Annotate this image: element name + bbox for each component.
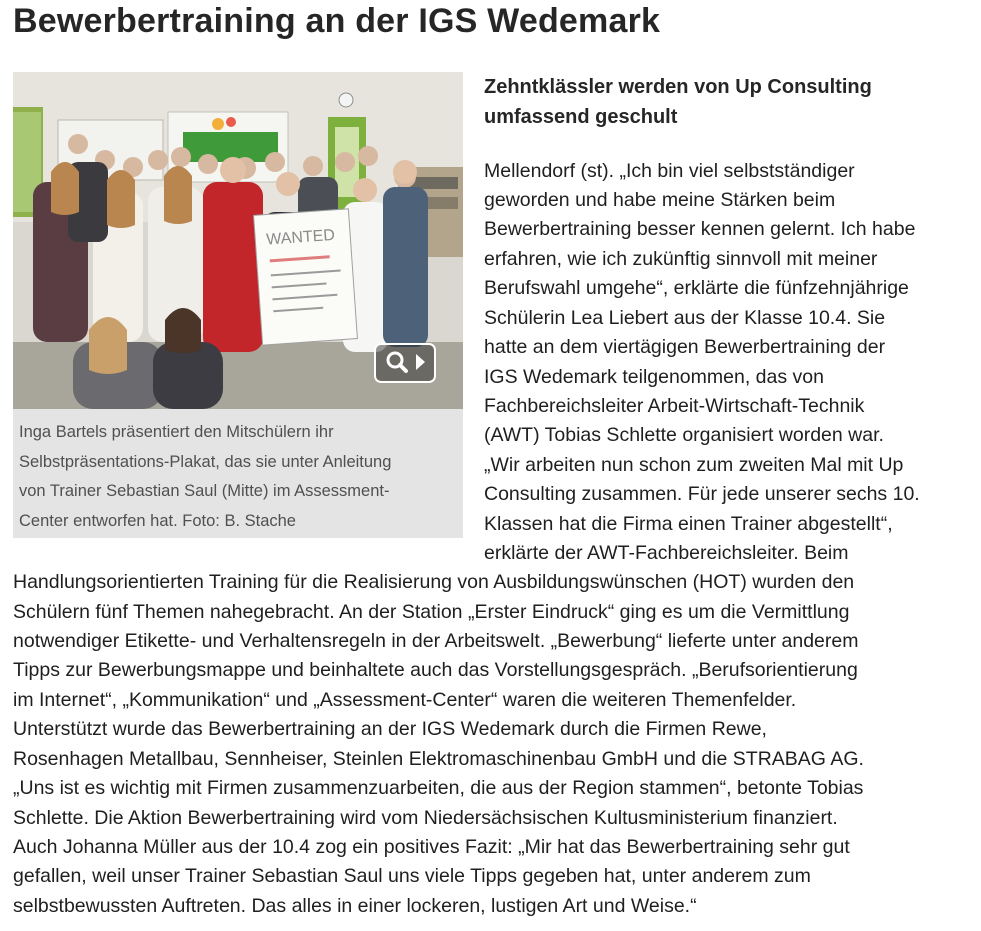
- body-line: (AWT) Tobias Schlette organisiert worden war.: [484, 424, 884, 446]
- caption-line: Inga Bartels präsentiert den Mitschülern ihr: [19, 423, 334, 441]
- subtitle-line: Zehntklässler werden von Up Consulting: [484, 76, 872, 98]
- body-line: Berufswahl umgehe“, erklärte die fünfzehnjährige: [484, 277, 909, 299]
- article-title: Bewerbertraining an der IGS Wedemark: [13, 2, 661, 40]
- body-line: „Wir arbeiten nun schon zum zweiten Mal mit Up: [484, 454, 904, 476]
- article-subtitle: [484, 72, 954, 132]
- body-line: Handlungsorientierten Training für die Realisierung von Ausbildungswünschen (HOT) wurden den: [13, 571, 855, 593]
- body-line: „Uns ist es wichtig mit Firmen zusammenzuarbeiten, die aus der Region stammen“, betonte Tobias: [13, 777, 864, 799]
- body-line: geworden und habe meine Stärken beim: [484, 189, 836, 211]
- body-line: erklärte der AWT-Fachbereichsleiter. Beim: [484, 542, 849, 564]
- caption-line: von Trainer Sebastian Saul (Mitte) im Assessment-: [19, 482, 390, 500]
- body-line: hatte an dem viertägigen Bewerbertraining der: [484, 336, 886, 358]
- group-photo[interactable]: [13, 72, 463, 409]
- photo-figure: [13, 72, 463, 538]
- magnifier-icon: [376, 345, 434, 381]
- caption-line: Center entworfen hat. Foto: B. Stache: [19, 511, 296, 530]
- body-line: Schlette. Die Aktion Bewerbertraining wird vom Niedersächsischen Kultusministerium finanziert.: [13, 807, 838, 829]
- body-line: Consulting zusammen. Für jede unserer sechs 10.: [484, 483, 920, 505]
- body-line: Auch Johanna Müller aus der 10.4 zog ein positives Fazit: „Mir hat das Bewerbertraining sehr gut: [13, 836, 850, 858]
- body-line: Unterstützt wurde das Bewerbertraining an der IGS Wedemark durch die Firmen Rewe,: [13, 718, 767, 740]
- body-line: selbstbewussten Auftreten. Das alles in einer lockeren, lustigen Art und Weise.“: [13, 895, 697, 917]
- photo-zoom-button[interactable]: [374, 343, 436, 383]
- body-line: erfahren, wie ich zukünftig sinnvoll mit meiner: [484, 248, 878, 270]
- play-arrow-icon: [416, 354, 425, 370]
- body-line: Mellendorf (st). „Ich bin viel selbstständiger: [484, 160, 855, 182]
- body-line: IGS Wedemark teilgenommen, das von: [484, 366, 824, 388]
- body-line: Rosenhagen Metallbau, Sennheiser, Steinlen Elektromaschinenbau GmbH und die STRABAG AG.: [13, 748, 864, 770]
- body-line: notwendiger Etikette- und Verhaltensregeln in der Arbeitswelt. „Bewerbung“ lieferte unter anderem: [13, 630, 859, 652]
- body-line: Tipps zur Bewerbungsmappe und beinhaltete auch das Vorstellungsgespräch. „Berufsorientierung: [13, 659, 858, 681]
- subtitle-line: umfassend geschult: [484, 106, 678, 128]
- body-line: Fachbereichsleiter Arbeit-Wirtschaft-Technik: [484, 395, 865, 417]
- body-line: Klassen hat die Firma einen Trainer abgestellt“,: [484, 513, 893, 535]
- body-line: Schülern fünf Themen nahegebracht. An der Station „Erster Eindruck“ ging es um die Vermittlung: [13, 601, 850, 623]
- body-line: im Internet“, „Kommunikation“ und „Assessment-Center“ waren die weiteren Themenfelder.: [13, 689, 797, 711]
- svg-text:WANTED: WANTED: [265, 226, 336, 249]
- body-line: Bewerbertraining besser kennen gelernt. Ich habe: [484, 218, 916, 240]
- body-line: Schülerin Lea Liebert aus der Klasse 10.4. Sie: [484, 307, 886, 329]
- caption-line: Selbstpräsentations-Plakat, das sie unter Anleitung: [19, 452, 392, 471]
- photo-caption: [19, 418, 449, 536]
- body-line: gefallen, weil unser Trainer Sebastian Saul uns viele Tipps gegeben hat, unter anderem zum: [13, 865, 811, 887]
